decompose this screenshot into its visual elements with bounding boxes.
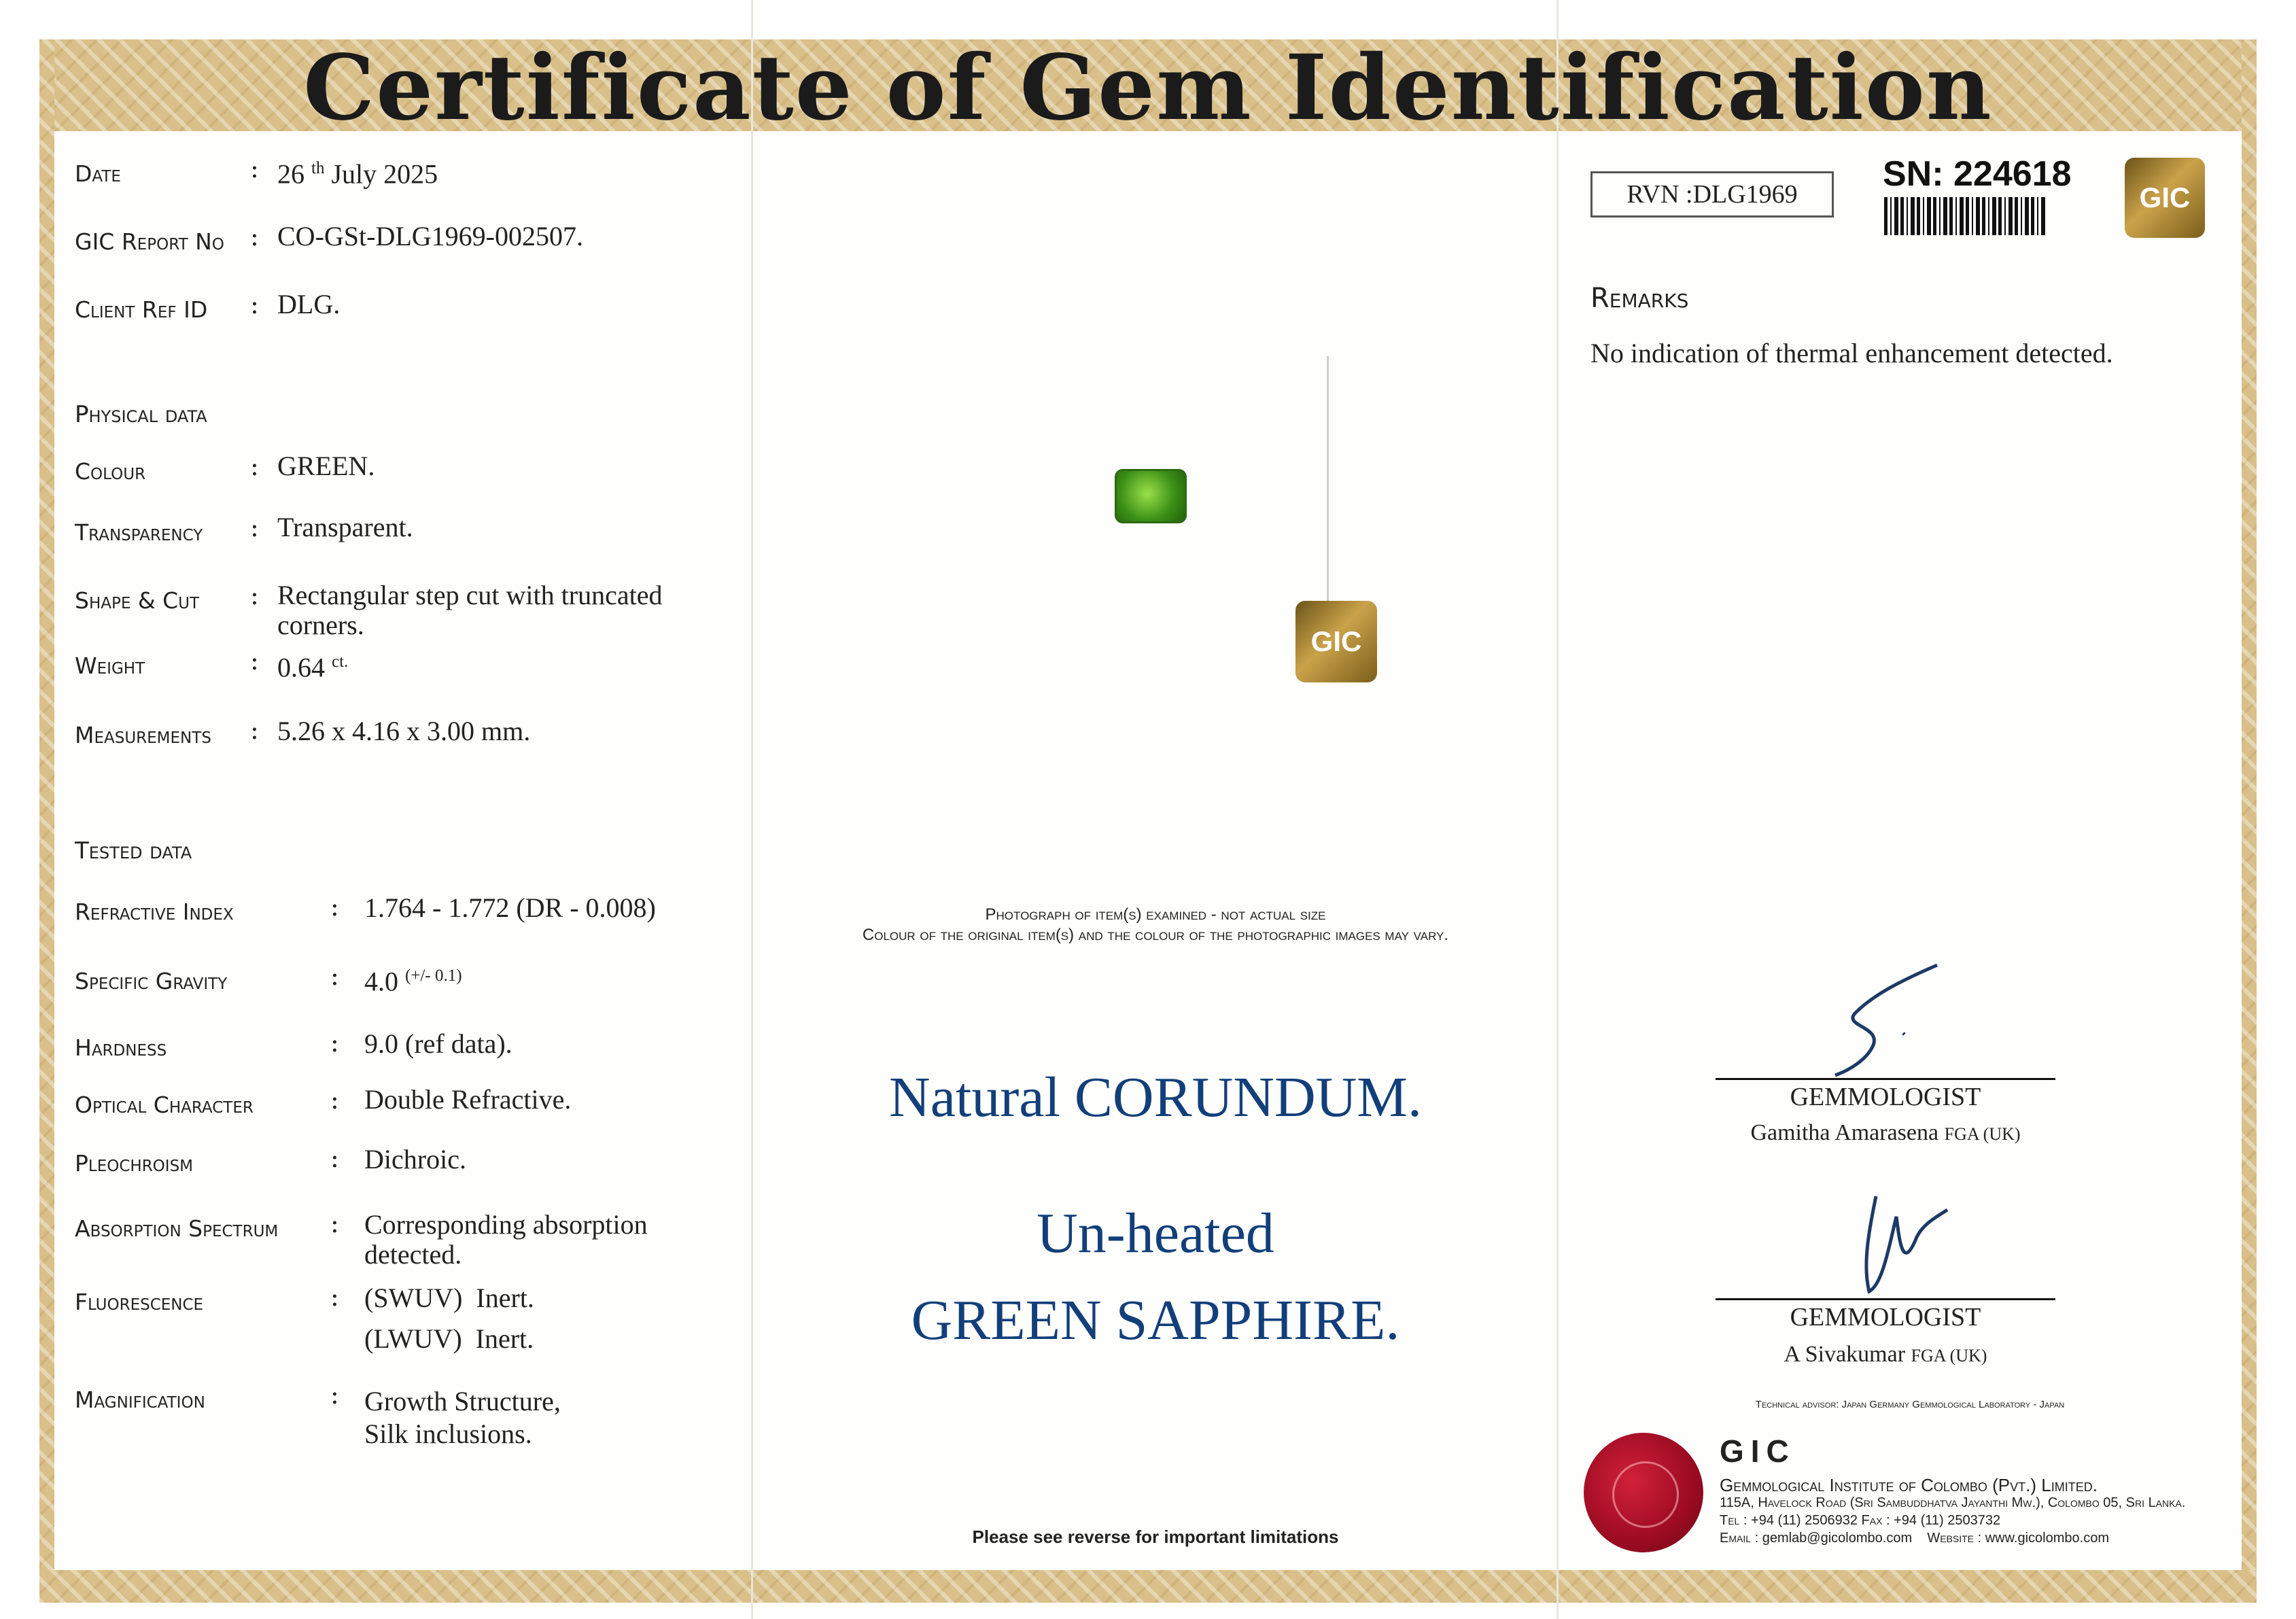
colon: : [330,1380,339,1410]
physical-data-heading: Physical data [75,401,207,428]
refractive-index-label: Refractive Index [75,899,234,925]
photo-caption-line-1: Photograph of item(s) examined - not actual size [985,905,1326,924]
magnification-value-line-1: Growth Structure, [364,1386,561,1416]
gemmologist-2-title: GEMMOLOGIST [1790,1303,1981,1331]
shape-cut-value-line-1: Rectangular step cut with truncated [277,580,663,610]
colon: : [250,715,259,745]
barcode [1884,197,2047,235]
identification-variety: GREEN SAPPHIRE. [911,1289,1400,1352]
gic-hologram-logo-top: GIC [2125,158,2205,238]
transparency-value: Transparent. [277,512,413,542]
colon: : [330,892,339,922]
absorption-value-line-1: Corresponding absorption [364,1209,648,1240]
certificate-title: Certificate of Gem Identification [303,35,1993,141]
colon: : [250,451,259,481]
colon: : [330,1028,339,1058]
specific-gravity-value: 4.0 $^{(+/- 0.1)}$ [364,966,462,997]
fluorescence-lwuv: (LWUV) Inert. [364,1323,534,1354]
optical-character-label: Optical Character [75,1092,254,1118]
measurements-value: 5.26 x 4.16 x 3.00 mm. [277,716,531,746]
colon: : [250,290,259,319]
reverse-note: Please see reverse for important limitations [972,1527,1339,1547]
fold-line-left [751,0,753,1619]
org-phone: Tel : +94 (11) 2506932 Fax : +94 (11) 2503732 [1720,1513,2001,1528]
colon: : [250,646,259,676]
pleochroism-value: Dichroic. [364,1144,466,1174]
identification-treatment: Un-heated [1037,1202,1274,1265]
org-contact: Email : gemlab@gicolombo.com Website : www.gicolombo.com [1720,1531,2109,1546]
gemmologist-1-title: GEMMOLOGIST [1790,1083,1981,1111]
serial-number: SN: 224618 [1883,154,2072,194]
org-address: 115A, Havelock Road (Sri Sambuddhatva Jayanthi Mw.), Colombo 05, Sri Lanka. [1720,1495,2186,1510]
date-value: 26 $^{th}$ July 2025 [277,158,438,190]
weight-value: 0.64 $^{ct.}$ [277,652,349,683]
colon: : [330,1085,339,1115]
photo-pointer-line [1327,356,1329,608]
colour-label: Colour [75,458,146,485]
magnification-label: Magnification [75,1387,205,1413]
technical-advisor: Technical advisor: Japan Germany Gemmological Laboratory - Japan [1755,1399,2065,1410]
optical-character-value: Double Refractive. [364,1084,572,1115]
border-left [39,39,54,1603]
identification-species: Natural CORUNDUM. [889,1066,1422,1129]
signature-2 [1822,1189,1958,1305]
org-full-name: Gemmological Institute of Colombo (Pvt.) Limited. [1720,1475,2098,1495]
gic-hologram-logo: GIC [1295,601,1377,682]
colon: : [330,961,339,991]
border-bottom [39,1570,2257,1603]
hardness-label: Hardness [75,1034,167,1061]
weight-label: Weight [75,652,145,679]
colon: : [250,154,259,184]
report-no-value: CO-GSt-DLG1969-002507. [277,221,583,251]
absorption-spectrum-label: Absorption Spectrum [75,1215,279,1242]
fluorescence-label: Fluorescence [75,1289,204,1315]
colon: : [330,1282,339,1312]
colon: : [330,1208,339,1238]
date-label: Date [75,160,121,187]
transparency-label: Transparency [75,519,203,546]
remarks-heading: Remarks [1590,283,1689,314]
specific-gravity-label: Specific Gravity [75,968,228,994]
signature-line-1 [1716,1078,2055,1080]
fold-line-right [1556,0,1559,1619]
absorption-value-line-2: detected. [364,1239,462,1270]
pleochroism-label: Pleochroism [75,1150,194,1177]
hardness-value: 9.0 (ref data). [364,1028,512,1059]
fluorescence-swuv: (SWUV) Inert. [364,1283,534,1313]
colon: : [250,512,259,542]
colon: : [250,222,259,251]
wax-seal-emblem [1612,1461,1679,1528]
remarks-text: No indication of thermal enhancement detected. [1590,338,2113,368]
tested-data-heading: Tested data [75,837,192,865]
gemmologist-2-name: A Sivakumar FGA (UK) [1784,1342,1987,1367]
client-ref-label: Client Ref ID [75,296,208,323]
gemmologist-1-name: Gamitha Amarasena FGA (UK) [1750,1120,2021,1145]
colon: : [330,1143,339,1173]
rvn-box: RVN :DLG1969 [1590,171,1834,217]
colon: : [250,580,259,610]
signature-line-2 [1716,1298,2055,1300]
report-no-label: GIC Report No [75,228,224,255]
signature-1 [1808,958,1971,1081]
photo-caption-line-2: Colour of the original item(s) and the colour of the photographic images may vary. [862,926,1449,944]
gemstone-photo [1115,469,1187,523]
colour-value: GREEN. [277,451,375,481]
org-short-name: GIC [1720,1433,1796,1469]
shape-cut-value-line-2: corners. [277,610,364,640]
client-ref-value: DLG. [277,289,341,319]
magnification-value-line-2: Silk inclusions. [364,1418,532,1449]
shape-cut-label: Shape & Cut [75,587,200,614]
refractive-index-value: 1.764 - 1.772 (DR - 0.008) [364,892,656,923]
border-right [2242,39,2257,1603]
measurements-label: Measurements [75,722,211,748]
